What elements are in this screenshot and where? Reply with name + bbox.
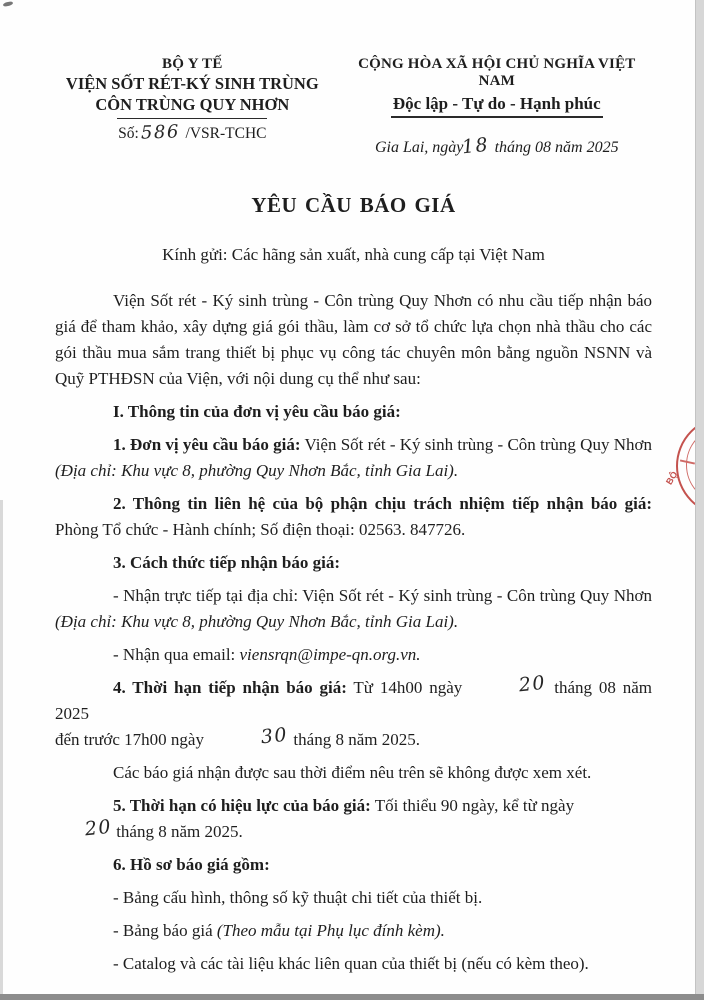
item4-paragraph (55, 671, 652, 753)
item1-label: 1. Đơn vị yêu cầu báo giá: (113, 435, 301, 454)
item6-bullet2-text: - Bảng báo giá (113, 921, 213, 940)
item6-bullet1: - Bảng cấu hình, thông số kỹ thuật chi tiết của thiết bị. (113, 888, 483, 907)
red-official-stamp-partial (656, 416, 696, 518)
issuer-block (55, 56, 330, 143)
item5-text1: Tối thiểu 90 ngày, kể từ ngày (374, 796, 575, 815)
item5-paragraph (55, 793, 652, 845)
late-quote-note: Các báo giá nhận được sau thời điểm nêu trên sẽ không được xem xét. (113, 763, 592, 782)
item5-label: 5. Thời hạn có hiệu lực của báo giá: (113, 796, 371, 815)
item6-bullet2 (55, 918, 652, 944)
item3-direct-paragraph (55, 583, 652, 635)
item5-day-handwritten: 20 (83, 815, 114, 841)
item6-bullet2-italic: (Theo mẫu tại Phụ lục đính kèm). (216, 921, 445, 940)
stamp-text: BỘ (663, 469, 680, 487)
item3-email-paragraph (55, 642, 652, 668)
item4-label: 4. Thời hạn tiếp nhận báo giá: (113, 678, 347, 697)
item4-text4: tháng 8 năm 2025. (293, 730, 420, 749)
scan-edge-bottom (0, 994, 704, 1000)
document-body (55, 288, 652, 977)
item4-day1-handwritten: 20 (517, 671, 548, 697)
item1-paragraph (55, 432, 652, 484)
document-number-line (55, 121, 330, 144)
item4-text2: tháng 08 năm 2025 (55, 678, 652, 723)
date-line (342, 133, 652, 159)
national-header-block (342, 56, 652, 157)
document-title: YÊU CẦU BÁO GIÁ (251, 193, 456, 217)
item3-heading: 3. Cách thức tiếp nhận báo giá: (113, 553, 340, 572)
scan-edge-right (695, 0, 704, 1000)
date-day-handwritten: 18 (461, 133, 491, 159)
item5-text2: tháng 8 năm 2025. (116, 822, 243, 841)
item4-day2-handwritten: 30 (259, 723, 290, 749)
item3-direct-address: (Địa chỉ: Khu vực 8, phường Quy Nhơn Bắc, tỉnh Gia Lai). (55, 612, 459, 631)
issuer-underline (117, 118, 267, 119)
national-title: CỘNG HÒA XÃ HỘI CHỦ NGHĨA VIỆT NAM (358, 56, 636, 89)
item3-email-label: - Nhận qua email: (113, 645, 236, 664)
document-number-suffix: /VSR-TCHC (185, 125, 267, 142)
national-motto: Độc lập - Tự do - Hạnh phúc (391, 93, 603, 118)
document-header (55, 56, 652, 157)
document-number-label: Số: (118, 125, 139, 142)
scan-edge-left (0, 500, 3, 1000)
intro-paragraph: Viện Sốt rét - Ký sinh trùng - Côn trùng Quy Nhơn có nhu cầu tiếp nhận báo giá để tham khảo, xây dựng giá gói thầu, làm cơ sở tổ chức lựa chọn nhà thầu cho các gói thầu mua sắm trang thiết bị phục vụ công tác chuyên môn bằng nguồn NSNN và Quỹ PTHĐSN của Viện, với nội dung cụ thể như sau: (55, 291, 652, 388)
item2-text: Phòng Tổ chức - Hành chính; Số điện thoại: 02563. 847726. (55, 520, 466, 539)
item3-direct-text: - Nhận trực tiếp tại địa chỉ: Viện Sốt rét - Ký sinh trùng - Côn trùng Quy Nhơn (113, 586, 652, 605)
ministry-name: BỘ Y TẾ (161, 56, 223, 72)
item1-address: (Địa chỉ: Khu vực 8, phường Quy Nhơn Bắc, tỉnh Gia Lai). (55, 461, 459, 480)
institute-name-line2: CÔN TRÙNG QUY NHƠN (95, 95, 290, 114)
item6-bullet3: - Catalog và các tài liệu khác liên quan của thiết bị (nếu có kèm theo). (113, 954, 589, 973)
institute-name-line1: VIỆN SỐT RÉT-KÝ SINH TRÙNG (65, 74, 319, 93)
date-suffix: tháng 08 năm 2025 (494, 139, 619, 156)
item1-text: Viện Sốt rét - Ký sinh trùng - Côn trùng Quy Nhơn (304, 435, 652, 454)
salutation-line: Kính gửi: Các hãng sản xuất, nhà cung cấp tại Việt Nam (162, 245, 545, 264)
item4-text1: Từ 14h00 ngày (353, 678, 463, 697)
item6-heading: 6. Hồ sơ báo giá gồm: (113, 855, 270, 874)
item2-label: 2. Thông tin liên hệ của bộ phận chịu trách nhiệm tiếp nhận báo giá: (113, 494, 652, 513)
date-prefix: Gia Lai, ngày (374, 139, 464, 156)
section1-heading: I. Thông tin của đơn vị yêu cầu báo giá: (113, 402, 401, 421)
item3-email-address: viensrqn@impe-qn.org.vn. (239, 645, 421, 664)
item2-paragraph (55, 491, 652, 543)
document-number-handwritten: 586 (140, 121, 180, 144)
item4-text3: đến trước 17h00 ngày (55, 730, 204, 749)
